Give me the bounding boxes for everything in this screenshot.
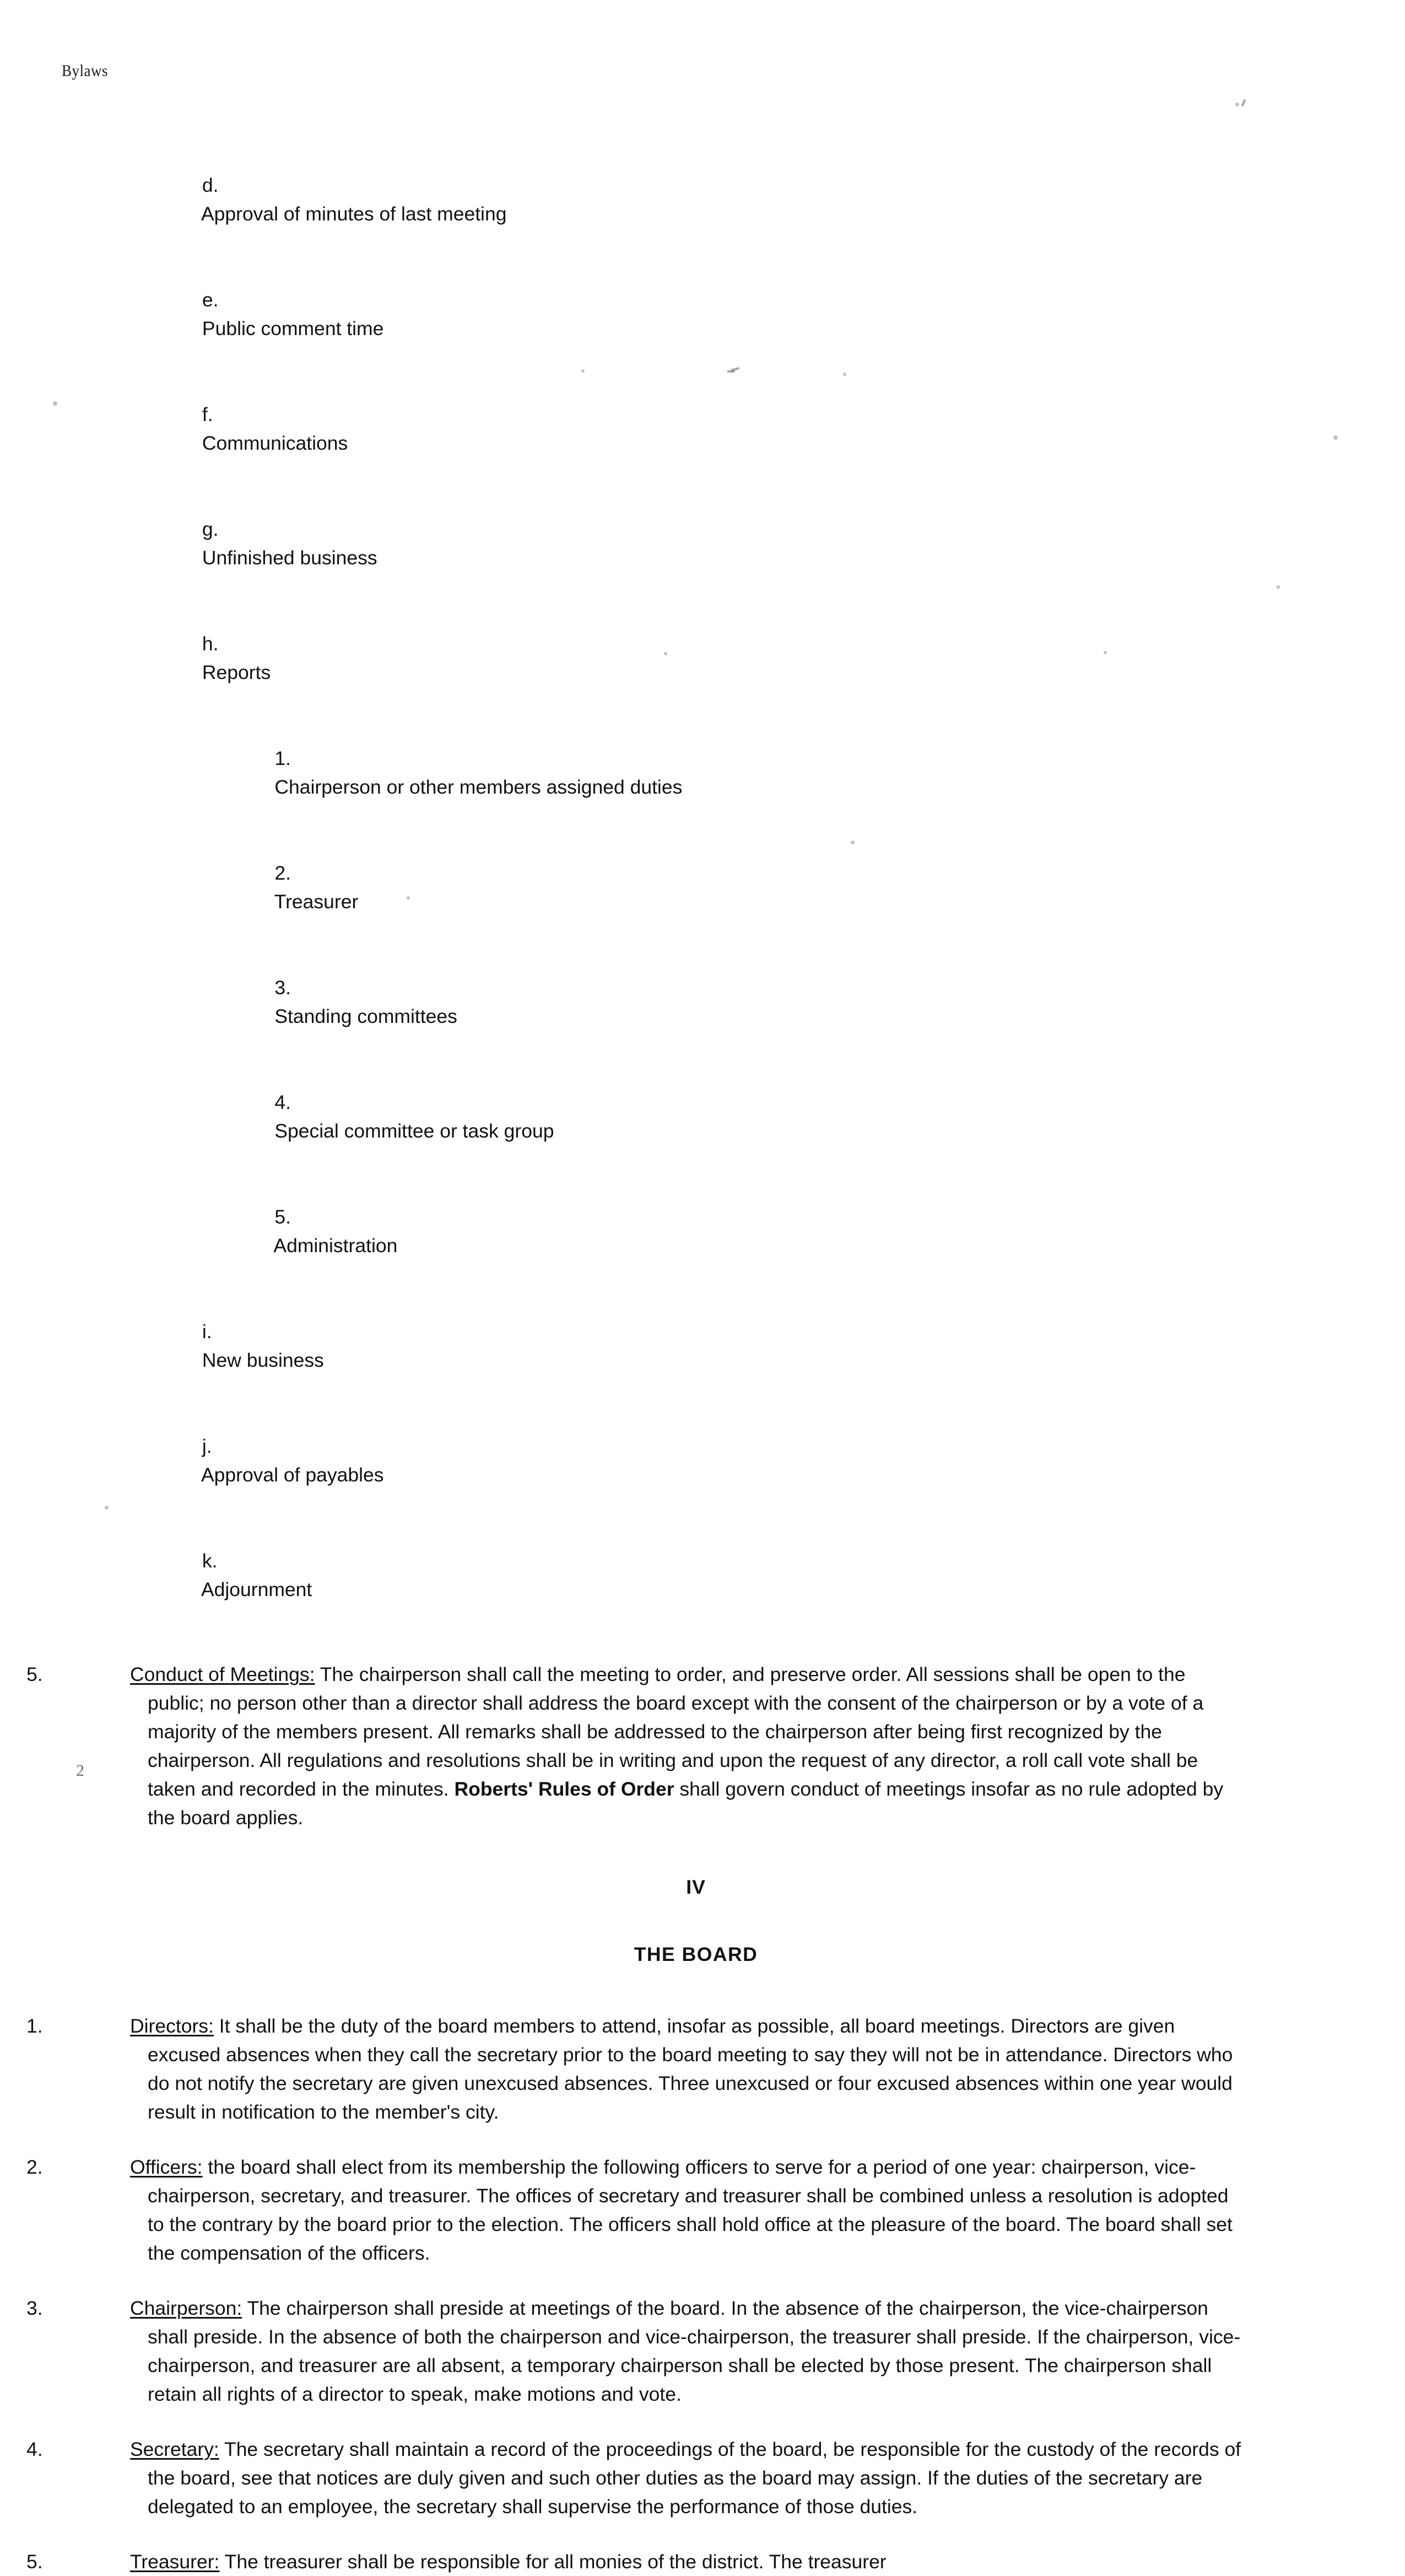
- list-item: [148, 1403, 1244, 1518]
- list-item-text: Approval of minutes of last meeting: [201, 203, 507, 225]
- section-treasurer: [26, 2547, 1244, 2576]
- list-item-label: 4.: [274, 1091, 291, 1113]
- list-item: [148, 1174, 1244, 1289]
- list-item: [148, 601, 1244, 715]
- section-title: Chairperson:: [130, 2297, 242, 2319]
- list-item: [148, 142, 1244, 257]
- article-roman-numeral: IV: [686, 1876, 706, 1898]
- section-body: The treasurer shall be responsible for all monies of the district. The treasurer: [219, 2551, 887, 2573]
- list-item-label: 3.: [274, 977, 291, 999]
- list-item-label: 5.: [274, 1206, 291, 1228]
- article-heading: THE BOARD: [634, 1943, 758, 1965]
- page-number: 2: [76, 1761, 84, 1780]
- list-item-label: j.: [202, 1435, 212, 1457]
- list-item-label: f.: [202, 403, 213, 425]
- list-item: [148, 1518, 1244, 1632]
- section-title: Secretary:: [130, 2438, 219, 2460]
- spacer: [148, 1632, 1244, 1660]
- section-body: the board shall elect from its membership the following officers to serve for a period of one year: chairperson, vice-chairperson, secretary, and treasurer. The offices of secretary and treasurer shall be combined unless a resolution is adopted to the contrary by the board prior to the election. The officers shall hold office at the pleasure of the board. The board shall set the compensation of the officers.: [148, 2156, 1233, 2264]
- scan-speck: [53, 401, 57, 406]
- list-item: [148, 830, 1244, 945]
- scan-speck: [105, 1506, 109, 1510]
- scan-speck: [1235, 103, 1239, 106]
- list-item-text: New business: [202, 1349, 324, 1371]
- section-directors: [26, 2012, 1244, 2126]
- list-item-label: 2.: [274, 862, 291, 884]
- list-item-text: Communications: [202, 432, 348, 454]
- list-item: [148, 371, 1244, 486]
- section-secretary: [26, 2435, 1244, 2521]
- running-head: Bylaws: [62, 62, 108, 80]
- list-item-text: Chairperson or other members assigned duties: [274, 776, 683, 798]
- list-item-text: Standing committees: [274, 1005, 457, 1027]
- list-item-text: Administration: [273, 1235, 398, 1257]
- agenda-sublist: [148, 715, 1244, 1289]
- list-item: [148, 1289, 1244, 1403]
- agenda-list: [148, 142, 1244, 1632]
- list-item: [148, 945, 1244, 1059]
- section-body: The chairperson shall preside at meetings of the board. In the absence of the chairperson, the vice-chairperson shall preside. In the absence of both the chairperson and vice-chairperson, the treasurer shall preside. If the chairperson, vice-chairperson, and treasurer are all absent, a temporary chairperson shall be elected by those present. The chairperson shall retain all rights of a director to speak, make motions and vote.: [148, 2297, 1241, 2405]
- list-item-label: k.: [202, 1550, 218, 1572]
- scan-speck: [1277, 585, 1280, 589]
- section-number: 1.: [26, 2015, 43, 2037]
- scan-speck: [1241, 99, 1246, 107]
- list-item: [148, 257, 1244, 371]
- section-number: 5.: [26, 2551, 43, 2573]
- list-item-text: Treasurer: [274, 891, 359, 913]
- list-item-label: d.: [202, 174, 219, 196]
- section-number: 3.: [26, 2297, 43, 2319]
- section-number: 4.: [26, 2438, 43, 2460]
- list-item-text: Special committee or task group: [274, 1120, 554, 1142]
- list-item: [148, 486, 1244, 601]
- document-body: [26, 142, 1244, 2576]
- agenda-sublist-container: [148, 715, 1244, 1289]
- list-item-label: e.: [202, 289, 219, 311]
- section-number: 5.: [26, 1663, 43, 1685]
- list-item-label: g.: [202, 518, 219, 540]
- list-item-text: Adjournment: [201, 1578, 312, 1600]
- list-item-text: Approval of payables: [201, 1464, 384, 1486]
- section-title: Officers:: [130, 2156, 203, 2178]
- section-body: The secretary shall maintain a record of the proceedings of the board, be responsible for the custody of the records of the board, see that notices are duly given and such other duties as the board may assign. If the duties of the secretary are delegated to an employee, the secretary shall supervise the performance of those duties.: [148, 2438, 1241, 2518]
- section-chairperson: [26, 2294, 1244, 2408]
- emphasis-roberts-rules: Roberts' Rules of Order: [454, 1778, 674, 1800]
- section-officers: [26, 2153, 1244, 2267]
- list-item: [148, 715, 1244, 830]
- section-number: 2.: [26, 2156, 43, 2178]
- list-item-text: Unfinished business: [202, 547, 377, 569]
- scan-speck: [1333, 435, 1338, 440]
- section-body-part-1: The chairperson shall call the meeting to order, and preserve order. All sessions shall be open to the public; no person other than a director shall address the board except with the consent of the chairperson or by a vote of a majority of the members present. All remarks shall be addressed to the chairperson after being first recognized by the chairperson. All regulations and resolutions shall be in writing and upon the request of any director, a roll call vote shall be taken and recorded in the minutes.: [148, 1663, 1204, 1800]
- section-conduct-of-meetings: [26, 1660, 1244, 1832]
- list-item-label: h.: [202, 633, 219, 655]
- list-item-label: i.: [202, 1321, 212, 1343]
- list-item-text: Reports: [202, 661, 271, 683]
- section-body: It shall be the duty of the board members to attend, insofar as possible, all board meetings. Directors are given excused absences when they call the secretary prior to the board meeting to say they will not be in attendance. Directors who do not notify the secretary are given unexcused absences. Three unexcused or four excused absences within one year would result in notification to the member's city.: [148, 2015, 1233, 2123]
- list-item-text: Public comment time: [202, 317, 384, 339]
- section-title: Treasurer:: [130, 2551, 220, 2573]
- section-title: Directors:: [130, 2015, 214, 2037]
- list-item: [148, 1059, 1244, 1174]
- section-title: Conduct of Meetings:: [130, 1663, 315, 1685]
- list-item-label: 1.: [274, 747, 291, 769]
- section-body-part-2: shall govern conduct of meetings insofar as no rule adopted by the board applies.: [148, 1778, 1224, 1829]
